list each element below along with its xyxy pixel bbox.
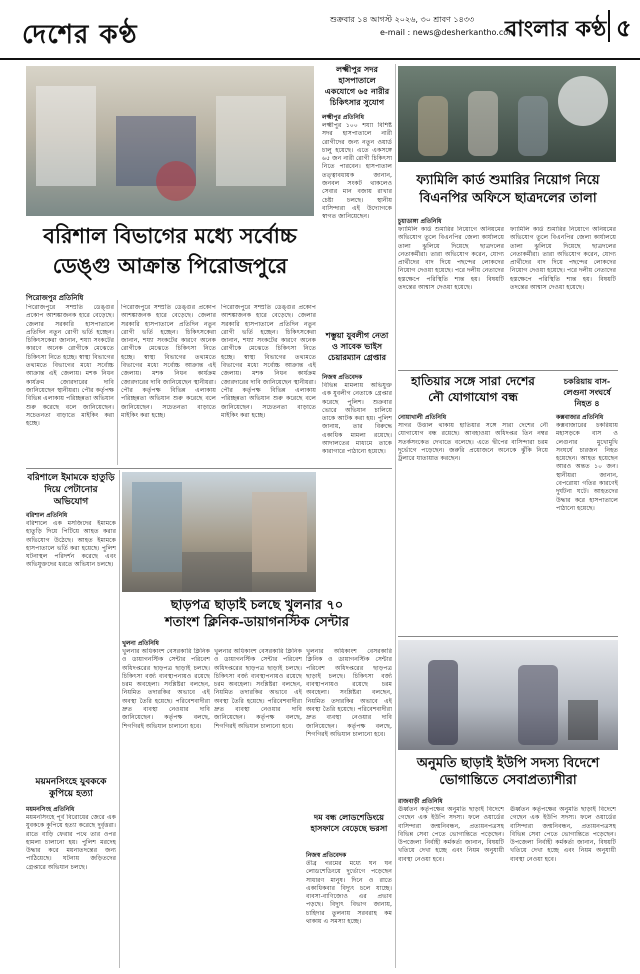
column-divider <box>119 470 120 968</box>
up-member-headline-line2: ভোগান্তিতে সেবাপ্রত্যাশীরা <box>439 773 577 788</box>
family-card-headline-line1: ফ্যামিলি কার্ড শুমারির নিয়োগ নিয়ে <box>416 173 600 188</box>
main-body-col3: পিরোজপুরে সম্প্রতি ডেঙ্গুর প্রকোপ আশঙ্কাজনক হারে বেড়েছে। জেলার সরকারি হাসপাতালে প্রতিদিন নতুন রোগী ভর্তি হচ্ছেন। চিকিৎসকেরা জানান, শয্যা সংকটের কারণে অনেক রোগীকে মেঝেতে চিকিৎসা নিতে হচ্ছে। স্বাস্থ্য বিভাগের তথ্যমতে বিভাগের মধ্যে সর্বোচ্চ আক্রান্ত এই জেলায়। মশক নিধন কার্যক্রম জোরদারের দাবি জানিয়েছেন স্থানীয়রা। পৌর কর্তৃপক্ষ বিভিন্ন এলাকায় পরিচ্ছন্নতা অভিযান শুরু করেছে বলে জানিয়েছেন। সচেতনতা বাড়াতে মাইকিং করা হচ্ছে। <box>221 304 316 419</box>
up-member-headline-line1: অনুমতি ছাড়াই ইউপি সদস্য বিদেশে <box>416 756 600 771</box>
khulna-body-col1: খুলনার অধিকাংশ বেসরকারি ক্লিনিক ও ডায়াগনস্টিক সেন্টার পরিবেশ অধিদপ্তরের ছাড়পত্র ছাড়াই চলছে। চিকিৎসা বর্জ্য ব্যবস্থাপনায়ও রয়েছে চরম অবহেলা। সংশ্লিষ্টরা বলছেন, নিয়মিত তদারকির অভাবে এই অবস্থা তৈরি হয়েছে। পরিবেশবাদীরা দ্রুত ব্যবস্থা নেওয়ার দাবি জানিয়েছেন। কর্তৃপক্ষ বলছে, শিগগিরই অভিযান চালানো হবে। <box>122 648 210 730</box>
family-card-byline: চুয়াডাঙ্গা প্রতিনিধি <box>398 218 442 225</box>
mosque-byline: বরিশাল প্রতিনিধি <box>26 512 68 519</box>
khulna-body-col2: খুলনার অধিকাংশ বেসরকারি ক্লিনিক ও ডায়াগনস্টিক সেন্টার পরিবেশ অধিদপ্তরের ছাড়পত্র ছাড়াই চলছে। চিকিৎসা বর্জ্য ব্যবস্থাপনায়ও রয়েছে চরম অবহেলা। সংশ্লিষ্টরা বলছেন, নিয়মিত তদারকির অভাবে এই অবস্থা তৈরি হয়েছে। পরিবেশবাদীরা দ্রুত ব্যবস্থা নেওয়ার দাবি জানিয়েছেন। কর্তৃপক্ষ বলছে, শিগগিরই অভিযান চালানো হবে। <box>214 648 302 730</box>
mymensingh-body: ময়মনসিংহে পূর্ব বিরোধের জেরে এক যুবককে কুপিয়ে হত্যা করেছে দুর্বৃত্তরা। রাতে বাড়ি ফেরার পথে তার ওপর হামলা চালানো হয়। পুলিশ মরদেহ উদ্ধার করে ময়নাতদন্তের জন্য পাঠিয়েছে। ঘটনায় জড়িতদের গ্রেপ্তারে অভিযান চলছে। <box>26 814 116 871</box>
hatia-body: সাগর উত্তাল থাকায় হাতিয়ার সঙ্গে সারা দেশের নৌ যোগাযোগ বন্ধ রয়েছে। আবহাওয়া অধিদপ্তর তিন নম্বর সতর্কসংকেত দেখাতে বলেছে। এতে দ্বীপের বাসিন্দারা চরম দুর্ভোগে পড়েছেন। জরুরি প্রয়োজনে অনেকে ঝুঁকি নিয়ে ট্রলারে যাতায়াত করছেন। <box>398 422 548 463</box>
main-body-col2: পিরোজপুরে সম্প্রতি ডেঙ্গুর প্রকোপ আশঙ্কাজনক হারে বেড়েছে। জেলার সরকারি হাসপাতালে প্রতিদিন নতুন রোগী ভর্তি হচ্ছেন। চিকিৎসকেরা জানান, শয্যা সংকটের কারণে অনেক রোগীকে মেঝেতে চিকিৎসা নিতে হচ্ছে। স্বাস্থ্য বিভাগের তথ্যমতে বিভাগের মধ্যে সর্বোচ্চ আক্রান্ত এই জেলায়। মশক নিধন কার্যক্রম জোরদারের দাবি জানিয়েছেন স্থানীয়রা। পৌর কর্তৃপক্ষ বিভিন্ন এলাকায় পরিচ্ছন্নতা অভিযান শুরু করেছে বলে জানিয়েছেন। সচেতনতা বাড়াতে মাইকিং করা হচ্ছে। <box>121 304 216 419</box>
road-byline: কক্সবাজার প্রতিনিধি <box>556 414 604 421</box>
column-divider <box>395 64 396 968</box>
road-headline: চকরিয়ায় বাস-লেগুনা সংঘর্ষে নিহত ৪ <box>563 376 611 408</box>
hospital-side-headline: লক্ষ্মীপুর সদর হাসপাতালে একযোগে ৬৫ নারীর চিকিৎসার সুযোগ <box>324 64 390 107</box>
section-rule <box>26 468 392 469</box>
newspaper-logo: দেশের কণ্ঠ <box>22 20 138 50</box>
section-title: বাংলার কণ্ঠ <box>505 16 607 42</box>
mosque-body: বরিশালে এক মসজিদের ইমামকে হাতুড়ি দিয়ে পিটিয়ে আহত করার অভিযোগ উঠেছে। আহত ইমামকে হাসপাতালে ভর্তি করা হয়েছে। পুলিশ ঘটনাস্থল পরিদর্শন করেছে এবং অভিযুক্তদের ধরতে অভিযান চলছে। <box>26 520 116 569</box>
up-member-body-col1: ঊর্ধ্বতন কর্তৃপক্ষের অনুমতি ছাড়াই বিদেশে গেছেন এক ইউপি সদস্য। ফলে ওয়ার্ডের বাসিন্দারা জন্মনিবন্ধন, প্রত্যয়নপত্রসহ বিভিন্ন সেবা পেতে ভোগান্তিতে পড়েছেন। উপজেলা নির্বাহী কর্মকর্তা জানান, বিষয়টি খতিয়ে দেখা হচ্ছে এবং নিয়ম অনুযায়ী ব্যবস্থা নেওয়া হবে। <box>398 806 504 863</box>
hatia-byline: নোয়াখালী প্রতিনিধি <box>398 414 447 421</box>
main-headline-line1: বরিশাল বিভাগের মধ্যে সর্বোচ্চ <box>43 223 297 248</box>
column-divider <box>117 300 118 465</box>
section-rule <box>398 370 618 371</box>
khulna-byline: খুলনা প্রতিনিধি <box>122 640 159 647</box>
family-card-headline-line2: বিএনপির অফিসে ছাত্রদলের তালা <box>419 191 597 206</box>
loadshedding-body: তীব্র গরমের মধ্যে ঘন ঘন লোডশেডিংয়ে দুর্ভোগে পড়েছেন সাধারণ মানুষ। দিনে ও রাতে একাধিকবার বিদ্যুৎ চলে যাচ্ছে। ব্যবসা-বাণিজ্যেও এর প্রভাব পড়ছে। বিদ্যুৎ বিভাগ জানায়, চাহিদার তুলনায় সরবরাহ কম থাকায় এ সমস্যা হচ্ছে। <box>306 860 392 926</box>
date-line: শুক্রবার ১৪ আগস্ট ২০২৬, ৩০ শ্রাবণ ১৪৩৩ <box>330 15 475 24</box>
main-body-col1: পিরোজপুরে সম্প্রতি ডেঙ্গুর প্রকোপ আশঙ্কাজনক হারে বেড়েছে। জেলার সরকারি হাসপাতালে প্রতিদিন নতুন রোগী ভর্তি হচ্ছেন। চিকিৎসকেরা জানান, শয্যা সংকটের কারণে অনেক রোগীকে মেঝেতে চিকিৎসা নিতে হচ্ছে। স্বাস্থ্য বিভাগের তথ্যমতে বিভাগের মধ্যে সর্বোচ্চ আক্রান্ত এই জেলায়। মশক নিধন কার্যক্রম জোরদারের দাবি জানিয়েছেন স্থানীয়রা। পৌর কর্তৃপক্ষ বিভিন্ন এলাকায় পরিচ্ছন্নতা অভিযান শুরু করেছে বলে জানিয়েছেন। সচেতনতা বাড়াতে মাইকিং করা হচ্ছে। <box>26 304 114 428</box>
page-number: ৫ <box>608 10 632 42</box>
section-rule <box>398 636 618 637</box>
hospital-side-body: লক্ষ্মীপুর ১০০ শয্যা বিশিষ্ট সদর হাসপাতালে নারী রোগীদের জন্য নতুন ওয়ার্ড চালু হয়েছে। এতে একসঙ্গে ৬৫ জন নারী রোগী চিকিৎসা নিতে পারবেন। হাসপাতাল তত্ত্বাবধায়ক জানান, জনবল সংকট থাকলেও সেবার মান বজায় রাখার চেষ্টা চলছে। স্থানীয় বাসিন্দারা এই উদ্যোগকে স্বাগত জানিয়েছেন। <box>322 122 392 221</box>
family-card-body-col1: ফ্যামিলি কার্ড শুমারির নিয়োগে অনিয়মের অভিযোগ তুলে বিএনপির জেলা কার্যালয়ে তালা ঝুলিয়ে দিয়েছে ছাত্রদলের নেতাকর্মীরা। তারা অভিযোগ করেন, যোগ্য প্রার্থীদের বাদ দিয়ে পছন্দের লোকদের নিয়োগ দেওয়া হয়েছে। পরে দলীয় নেতাদের হস্তক্ষেপে পরিস্থিতি শান্ত হয়। বিষয়টি তদন্তের আশ্বাস দেওয়া হয়েছে। <box>398 226 504 292</box>
email-line: e-mail : news@desherkantho.com <box>380 28 516 37</box>
family-card-body-col2: ফ্যামিলি কার্ড শুমারির নিয়োগে অনিয়মের অভিযোগ তুলে বিএনপির জেলা কার্যালয়ে তালা ঝুলিয়ে দিয়েছে ছাত্রদলের নেতাকর্মীরা। তারা অভিযোগ করেন, যোগ্য প্রার্থীদের বাদ দিয়ে পছন্দের লোকদের নিয়োগ দেওয়া হয়েছে। পরে দলীয় নেতাদের হস্তক্ষেপে পরিস্থিতি শান্ত হয়। বিষয়টি তদন্তের আশ্বাস দেওয়া হয়েছে। <box>510 226 616 292</box>
airport-photo <box>398 640 618 750</box>
arrest-headline: শম্ভুয়া যুবলীগ নেতা ও সাবেক ভাইস চেয়ারম্যান গ্রেপ্তার <box>325 330 389 362</box>
khulna-street-photo <box>122 472 316 592</box>
loadshedding-byline: নিজস্ব প্রতিবেদক <box>306 852 347 859</box>
khulna-headline-line1: ছাড়পত্র ছাড়াই চলছে খুলনার ৭০ <box>170 598 344 613</box>
arrest-body: বিভিন্ন মামলায় অভিযুক্ত এক যুবলীগ নেতাকে গ্রেপ্তার করেছে পুলিশ। শুক্রবার ভোরে অভিযান চালিয়ে তাকে আটক করা হয়। পুলিশ জানায়, তার বিরুদ্ধে একাধিক মামলা রয়েছে। আদালতের মাধ্যমে তাকে কারাগারে পাঠানো হয়েছে। <box>322 382 392 456</box>
road-body: কক্সবাজারের চকরিয়ায় মহাসড়কে বাস ও লেগুনার মুখোমুখি সংঘর্ষে চারজন নিহত হয়েছেন। আহত হয়েছেন আরও অন্তত ১০ জন। স্থানীয়রা জানান, বেপরোয়া গতির কারণেই দুর্ঘটনা ঘটে। আহতদের উদ্ধার করে হাসপাতালে পাঠানো হয়েছে। <box>556 422 618 512</box>
hatia-headline-line2: নৌ যোগাযোগ বন্ধ <box>428 390 518 404</box>
khulna-body-col3: খুলনার অধিকাংশ বেসরকারি ক্লিনিক ও ডায়াগনস্টিক সেন্টার পরিবেশ অধিদপ্তরের ছাড়পত্র ছাড়াই চলছে। চিকিৎসা বর্জ্য ব্যবস্থাপনায়ও রয়েছে চরম অবহেলা। সংশ্লিষ্টরা বলছেন, নিয়মিত তদারকির অভাবে এই অবস্থা তৈরি হয়েছে। পরিবেশবাদীরা দ্রুত ব্যবস্থা নেওয়ার দাবি জানিয়েছেন। কর্তৃপক্ষ বলছে, শিগগিরই অভিযান চালানো হবে। <box>306 648 392 738</box>
hospital-side-byline: লক্ষ্মীপুর প্রতিনিধি <box>322 114 364 121</box>
main-headline-line2: ডেঙ্গু আক্রান্ত পিরোজপুরে <box>52 253 288 278</box>
hospital-ward-photo <box>26 66 314 216</box>
arrest-byline: নিজস্ব প্রতিবেদক <box>322 374 363 381</box>
mymensingh-byline: ময়মনসিংহ প্রতিনিধি <box>26 806 75 813</box>
up-member-body-col2: ঊর্ধ্বতন কর্তৃপক্ষের অনুমতি ছাড়াই বিদেশে গেছেন এক ইউপি সদস্য। ফলে ওয়ার্ডের বাসিন্দারা জন্মনিবন্ধন, প্রত্যয়নপত্রসহ বিভিন্ন সেবা পেতে ভোগান্তিতে পড়েছেন। উপজেলা নির্বাহী কর্মকর্তা জানান, বিষয়টি খতিয়ে দেখা হচ্ছে এবং নিয়ম অনুযায়ী ব্যবস্থা নেওয়া হবে। <box>510 806 616 863</box>
loadshedding-headline: দম বন্ধ লোডশেডিংয়ে হাসফাসে বেড়েছে ভরসা <box>310 812 388 833</box>
mymensingh-headline: ময়মনসিংহে যুবককে কুপিয়ে হত্যা <box>35 777 107 799</box>
up-member-byline: রাজবাড়ী প্রতিনিধি <box>398 798 443 805</box>
mosque-headline: বরিশালে ইমামকে হাতুড়ি দিয়ে পেটানোর অভিযোগ <box>27 473 115 507</box>
protest-photo <box>398 66 616 162</box>
main-byline: পিরোজপুর প্রতিনিধি <box>26 294 84 302</box>
khulna-headline-line2: শতাংশ ক্লিনিক-ডায়াগনস্টিক সেন্টার <box>164 615 350 630</box>
hatia-headline-line1: হাতিয়ার সঙ্গে সারা দেশের <box>411 374 535 388</box>
